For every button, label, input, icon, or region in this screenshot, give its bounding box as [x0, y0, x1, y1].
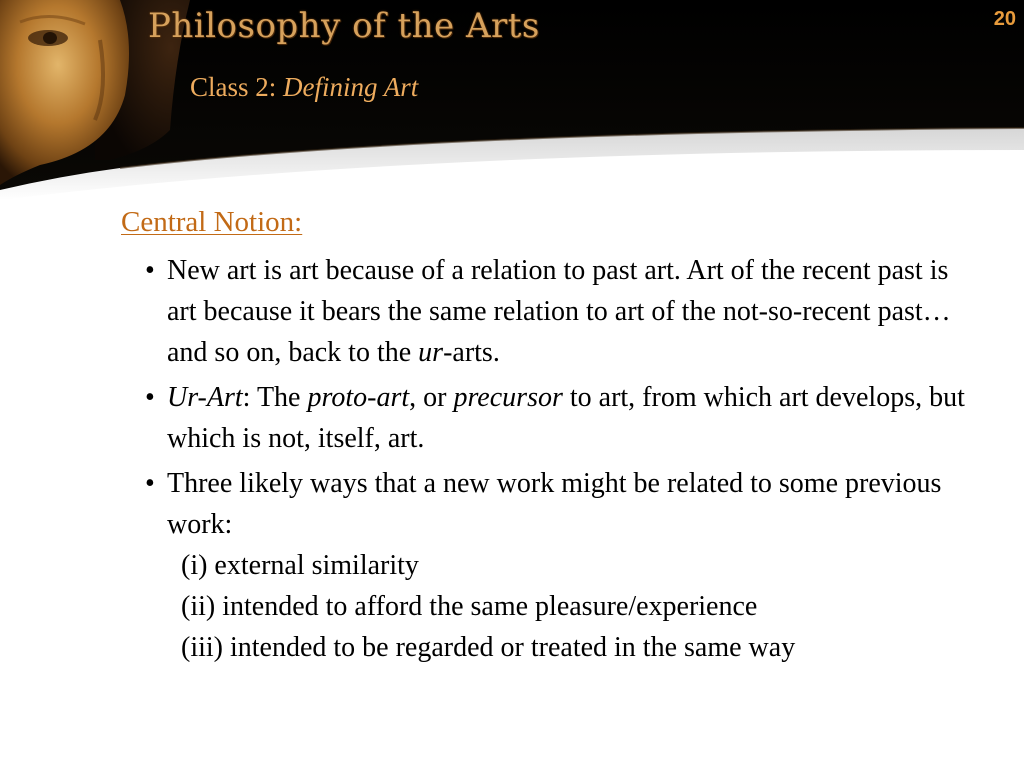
sub-item-external-similarity: (i) external similarity — [181, 550, 419, 581]
bullet-dot-icon: • — [145, 468, 155, 499]
bullet-italic-term: precursor — [453, 382, 563, 413]
bullet-text: , or — [409, 382, 454, 413]
bullet-text: to art, from which art develops, but which is not, itself, art. — [167, 382, 965, 454]
sub-item-same-pleasure: (ii) intended to afford the same pleasure/experience — [181, 591, 758, 622]
bullet-italic-term: Ur-Art — [167, 382, 243, 413]
section-heading: Central Notion: — [121, 206, 303, 238]
sub-item-same-treatment: (iii) intended to be regarded or treated in the same way — [181, 632, 796, 663]
deck-title: Philosophy of the Arts — [148, 6, 540, 46]
bullet-ur-art — [145, 377, 975, 459]
bullet-text: -arts. — [443, 337, 500, 368]
slide-number: 20 — [993, 8, 1016, 30]
bullet-new-art — [145, 250, 975, 373]
relation-ways-list — [167, 545, 975, 668]
class-label: Class 2: — [190, 72, 284, 102]
bullet-text: New art is art because of a relation to past art. Art of the recent past is art because it bears the same relation to art of the not-so-recent past… and so on, back to the — [167, 255, 951, 368]
bullet-text: : The — [242, 382, 308, 413]
lecture-subtitle: Defining Art — [283, 72, 419, 102]
bullet-text: Three likely ways that a new work might be related to some previous work: — [167, 468, 942, 540]
bullet-italic-term: ur — [418, 337, 444, 368]
bullet-dot-icon: • — [145, 255, 155, 286]
bullet-dot-icon: • — [145, 382, 155, 413]
bullet-three-ways — [145, 463, 975, 668]
class-subtitle-line — [190, 72, 418, 103]
bullet-italic-term: proto-art — [307, 382, 410, 413]
bullet-list — [145, 250, 975, 672]
